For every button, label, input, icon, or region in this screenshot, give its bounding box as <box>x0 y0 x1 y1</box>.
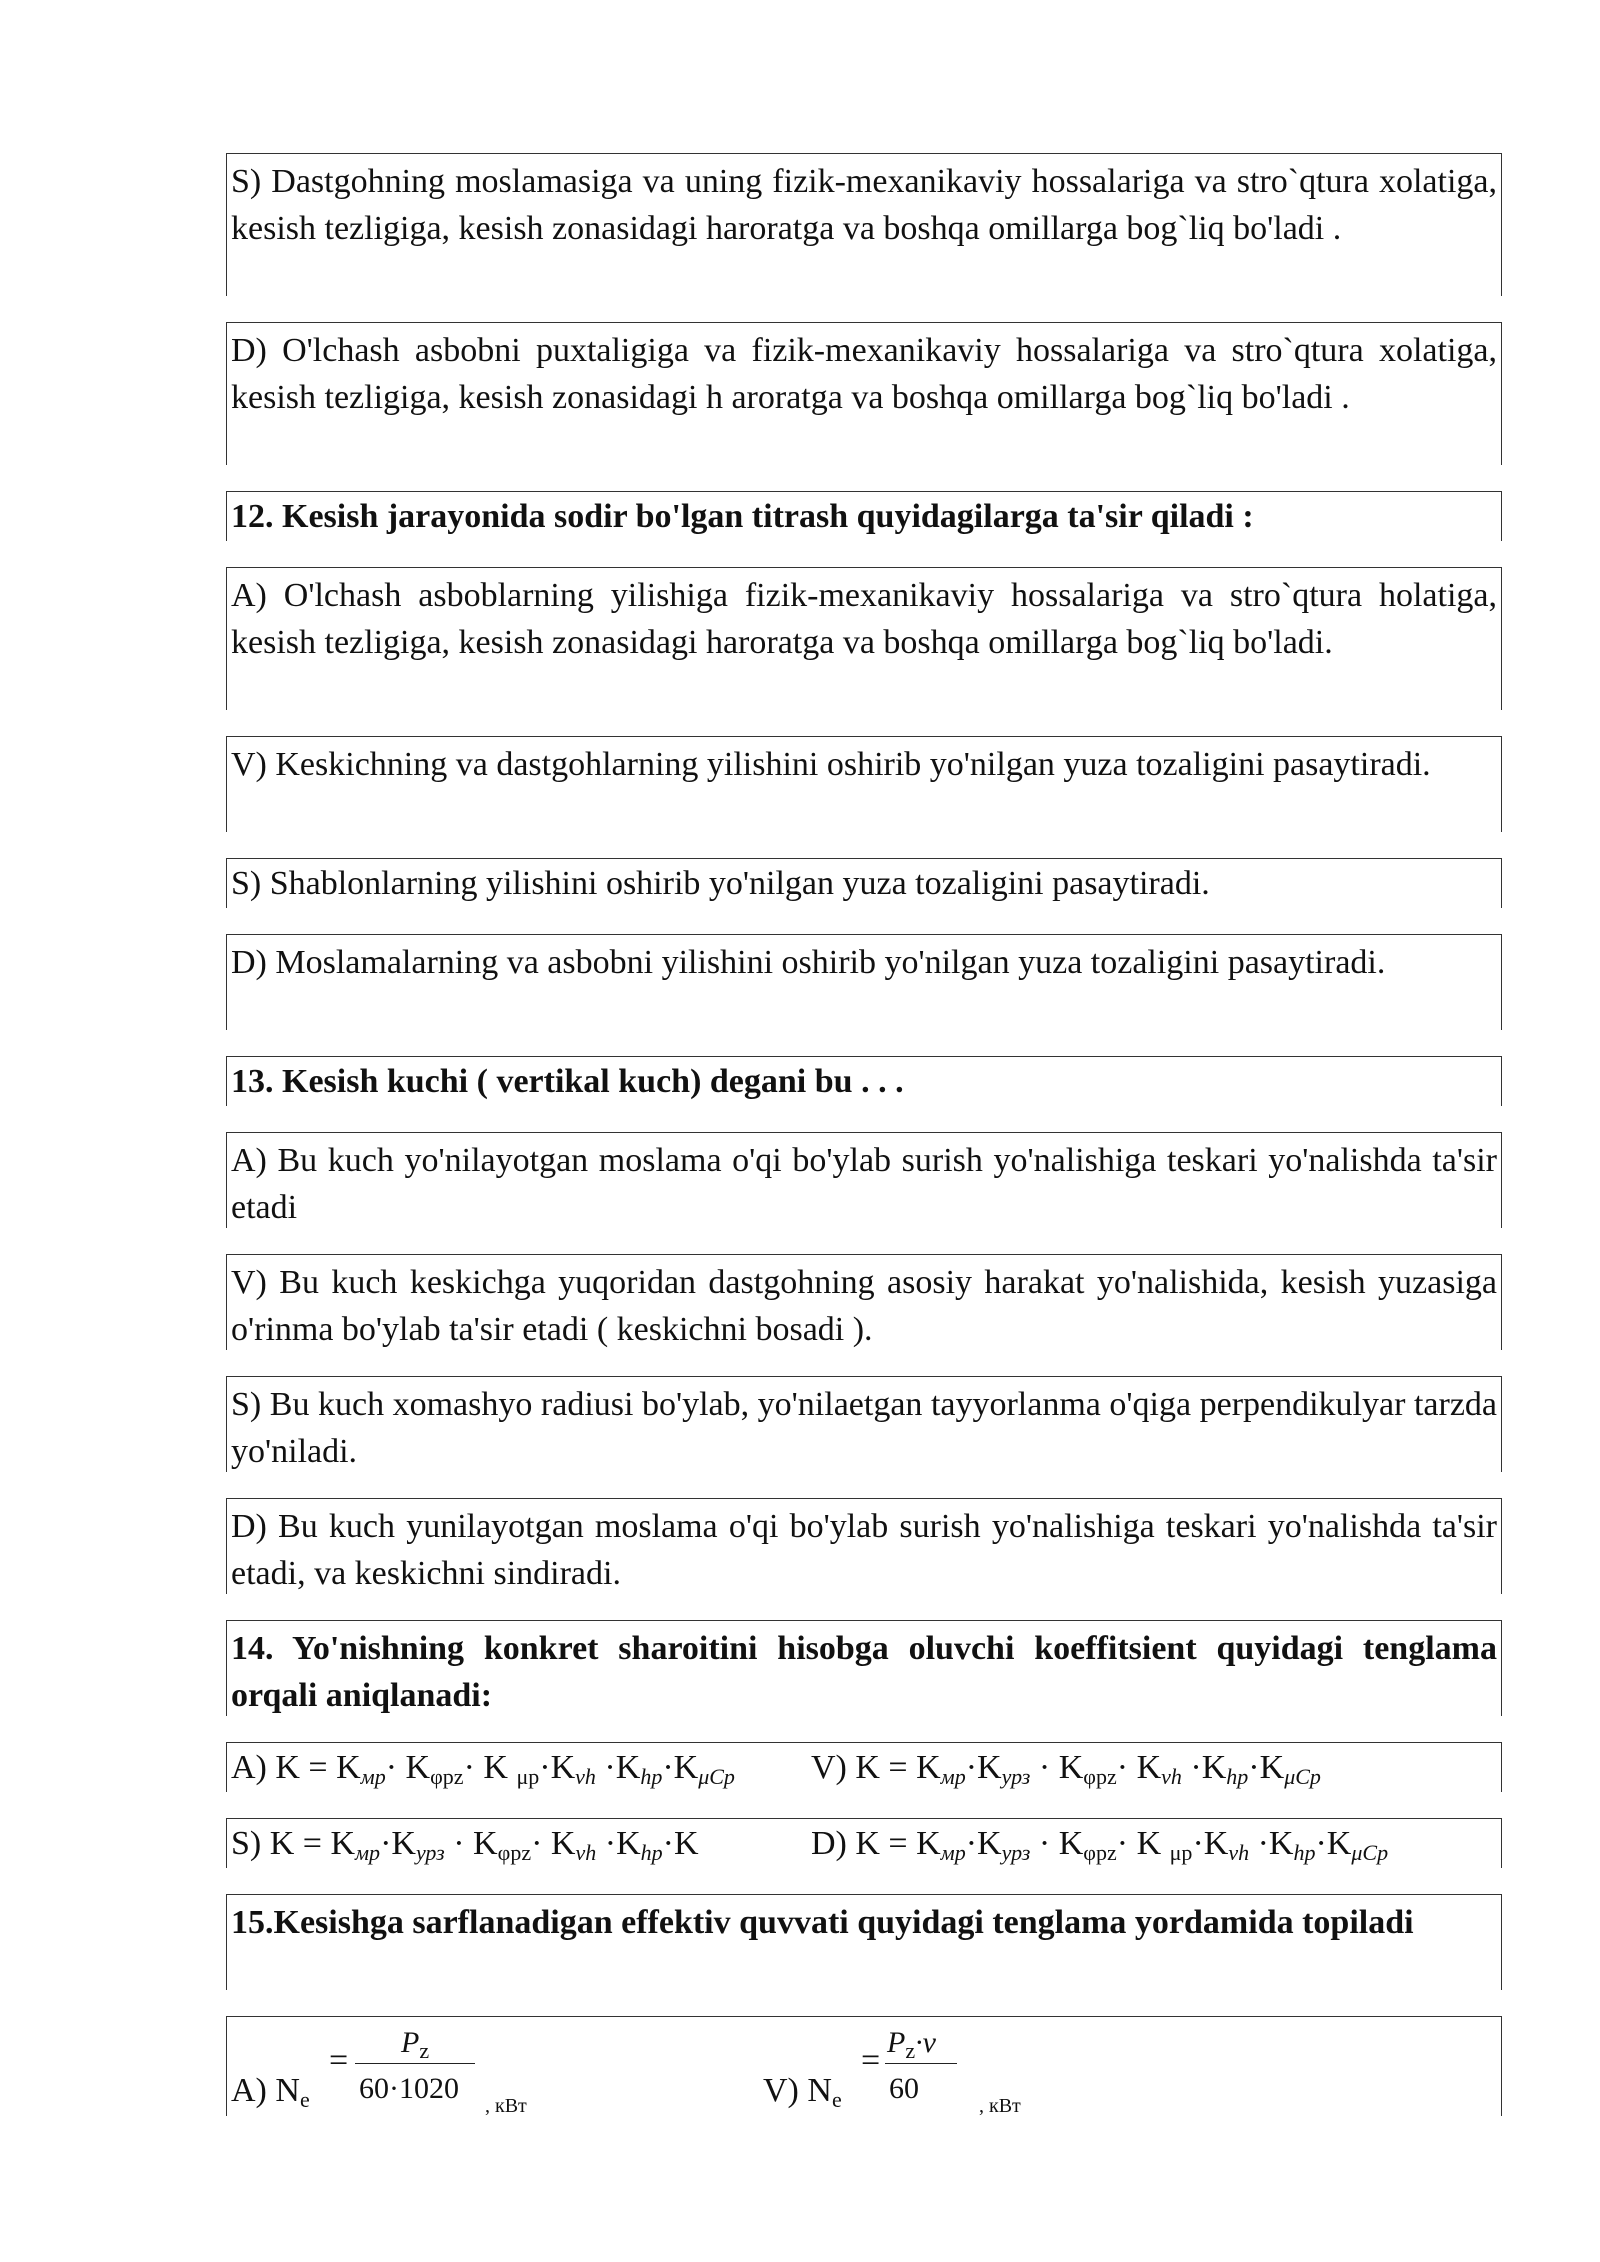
question-text: 12. Kesish jarayonida sodir bo'lgan titrash quyidagilarga ta'sir qiladi : <box>231 498 1254 535</box>
coefficient-subscript: φрz <box>497 1840 532 1865</box>
formula-prefix: S) K = K <box>231 1825 356 1862</box>
answer-v-q12[interactable] <box>226 736 1502 832</box>
formula-operator: ·K <box>1249 1825 1294 1862</box>
coefficient-subscript: hp <box>640 1764 663 1789</box>
answer-a-q15[interactable] <box>231 2017 591 2117</box>
answer-text: D) Bu kuch yunilayotgan moslama o'qi bo'ylab surish yo'nalishiga teskari yo'nalishda ta'sir etadi, va keskichni sindiradi. <box>231 1508 1497 1592</box>
equals-sign: = <box>861 2042 881 2079</box>
coefficient-subscript: hp <box>640 1840 663 1865</box>
formula-operator: ·K <box>1181 1749 1227 1786</box>
coefficient-subscript: мр <box>360 1764 386 1789</box>
answer-a-q12[interactable] <box>226 567 1502 710</box>
formula-operator: ·K <box>595 1749 641 1786</box>
coefficient-subscript: урз <box>1001 1840 1031 1865</box>
answer-d-q12[interactable] <box>226 934 1502 1030</box>
question-15 <box>226 1894 1502 1990</box>
answer-text: S) Dastgohning moslamasiga va uning fizik-mexanikaviy hossalariga va stro`qtura xolatiga, kesish tezligiga, kesish zonasidagi haroratga va boshqa omillarga bog`liq bo'ladi . <box>231 163 1497 247</box>
question-text: 14. Yo'nishning konkret sharoitini hisobga oluvchi koeffitsient quyidagi tenglama orqali aniqlanadi: <box>231 1630 1497 1714</box>
coefficient-subscript: vh <box>575 1764 596 1789</box>
formula-operator: · K <box>1116 1749 1162 1786</box>
coefficient-subscript: μCp <box>1284 1764 1321 1789</box>
formula-operator: ·K <box>1192 1825 1229 1862</box>
question-text: 15.Kesishga sarflanadigan effektiv quvvati quyidagi tenglama yordamida topiladi <box>231 1904 1414 1941</box>
fraction-bar <box>885 2063 957 2064</box>
formula-operator: ·K <box>539 1749 576 1786</box>
answer-text: V) Bu kuch keskichga yuqoridan dastgohning asosiy harakat yo'nalishida, kesish yuzasiga o'rinma bo'ylab ta'sir etadi ( keskichni bosadi ). <box>231 1264 1497 1348</box>
answer-text: D) Moslamalarning va asbobni yilishini oshirib yo'nilgan yuza tozaligini pasaytiradi. <box>231 944 1386 981</box>
coefficient-subscript: μр <box>516 1764 540 1789</box>
formula-prefix: D) K = K <box>811 1825 941 1862</box>
formula-operator: · K <box>1116 1825 1170 1862</box>
formula-operator: · K <box>1030 1825 1084 1862</box>
answer-s-q14[interactable] <box>231 1823 811 1874</box>
coefficient-subscript: φрz <box>430 1764 464 1789</box>
answer-v-q13[interactable] <box>226 1254 1502 1350</box>
answer-text: S) Bu kuch xomashyo radiusi bo'ylab, yo'nilaetgan tayyorlanma o'qiga perpendikulyar tarzda yo'niladi. <box>231 1386 1497 1470</box>
answer-s-q11[interactable] <box>226 153 1502 296</box>
coefficient-subscript: μCp <box>1351 1840 1389 1865</box>
fraction-denominator: 60 <box>889 2072 919 2105</box>
formula-operator: ·K <box>965 1825 1002 1862</box>
coefficient-subscript: vh <box>1161 1764 1182 1789</box>
equals-sign: = <box>329 2042 349 2079</box>
answer-a-q13[interactable] <box>226 1132 1502 1228</box>
formula-operator: ·K <box>1248 1749 1285 1786</box>
formula-operator: · K <box>531 1825 576 1862</box>
coefficient-subscript: мр <box>940 1840 966 1865</box>
unit-label: , кВт <box>979 2095 1021 2117</box>
formula-label: V) $N_e$ <box>763 2072 842 2112</box>
formula-operator: ·K <box>380 1825 416 1862</box>
formula-prefix: V) K = K <box>811 1749 941 1786</box>
formula-operator: · K <box>444 1825 498 1862</box>
answer-d-q14[interactable] <box>811 1823 1497 1874</box>
question-text: 13. Kesish kuchi ( vertikal kuch) degani bu . . . <box>231 1063 904 1100</box>
answer-text: A) O'lchash asboblarning yilishiga fizik-mexanikaviy hossalariga va stro`qtura holatiga, kesish tezligiga, kesish zonasidagi haroratga va boshqa omillarga bog`liq bo'ladi. <box>231 577 1497 661</box>
answer-s-q13[interactable] <box>226 1376 1502 1472</box>
document-page <box>226 153 1502 2142</box>
answer-s-q12[interactable] <box>226 858 1502 908</box>
coefficient-subscript: hp <box>1226 1764 1249 1789</box>
unit-label: , кВт <box>485 2095 527 2117</box>
formula-label: A) $N_e$ <box>231 2072 310 2112</box>
answer-a-q14[interactable] <box>231 1747 811 1798</box>
formula-operator: · K <box>385 1749 431 1786</box>
coefficient-subscript: φрz <box>1083 1840 1117 1865</box>
formula-prefix: A) K = K <box>231 1749 361 1786</box>
answer-d-q13[interactable] <box>226 1498 1502 1594</box>
formula-row-14-2 <box>226 1818 1502 1868</box>
coefficient-subscript: φрz <box>1083 1764 1117 1789</box>
formula-row-14-1 <box>226 1742 1502 1792</box>
formula-operator: ·K <box>1315 1825 1352 1862</box>
formula-operator: ·K <box>662 1749 699 1786</box>
coefficient-subscript: мр <box>355 1840 381 1865</box>
coefficient-subscript: μр <box>1169 1840 1193 1865</box>
formula-operator: ·K <box>662 1825 699 1862</box>
fraction-bar <box>355 2063 475 2064</box>
answer-text: S) Shablonlarning yilishini oshirib yo'nilgan yuza tozaligini pasaytiradi. <box>231 865 1210 902</box>
fraction-denominator: 60·1020 <box>359 2072 459 2105</box>
coefficient-subscript: μCp <box>698 1764 735 1789</box>
coefficient-subscript: hp <box>1293 1840 1316 1865</box>
question-12 <box>226 491 1502 541</box>
question-14 <box>226 1620 1502 1716</box>
fraction-numerator: $P_z\cdot v$ <box>887 2026 936 2063</box>
answer-text: A) Bu kuch yo'nilayotgan moslama o'qi bo'ylab surish yo'nalishiga teskari yo'nalishda ta'sir etadi <box>231 1142 1497 1226</box>
formula-row-15 <box>226 2016 1502 2116</box>
answer-text: D) O'lchash asbobni puxtaligiga va fizik-mexanikaviy hossalariga va stro`qtura xolatiga, kesish tezligiga, kesish zonasidagi h aroratga va boshqa omillarga bog`liq bo'ladi . <box>231 332 1497 416</box>
coefficient-subscript: мр <box>940 1764 966 1789</box>
answer-text: V) Keskichning va dastgohlarning yilishini oshirib yo'nilgan yuza tozaligini pasaytiradi. <box>231 746 1431 783</box>
answer-d-q11[interactable] <box>226 322 1502 465</box>
formula-operator: ·K <box>596 1825 641 1862</box>
coefficient-subscript: урз <box>415 1840 445 1865</box>
coefficient-subscript: урз <box>1001 1764 1031 1789</box>
formula-operator: · K <box>1030 1749 1084 1786</box>
coefficient-subscript: vh <box>1228 1840 1250 1865</box>
fraction-numerator: $P_z$ <box>401 2026 430 2063</box>
answer-v-q14[interactable] <box>811 1747 1497 1798</box>
formula-operator: ·K <box>965 1749 1002 1786</box>
formula-operator: · K <box>463 1749 517 1786</box>
question-13 <box>226 1056 1502 1106</box>
answer-v-q15[interactable] <box>763 2017 1063 2117</box>
coefficient-subscript: vh <box>575 1840 597 1865</box>
